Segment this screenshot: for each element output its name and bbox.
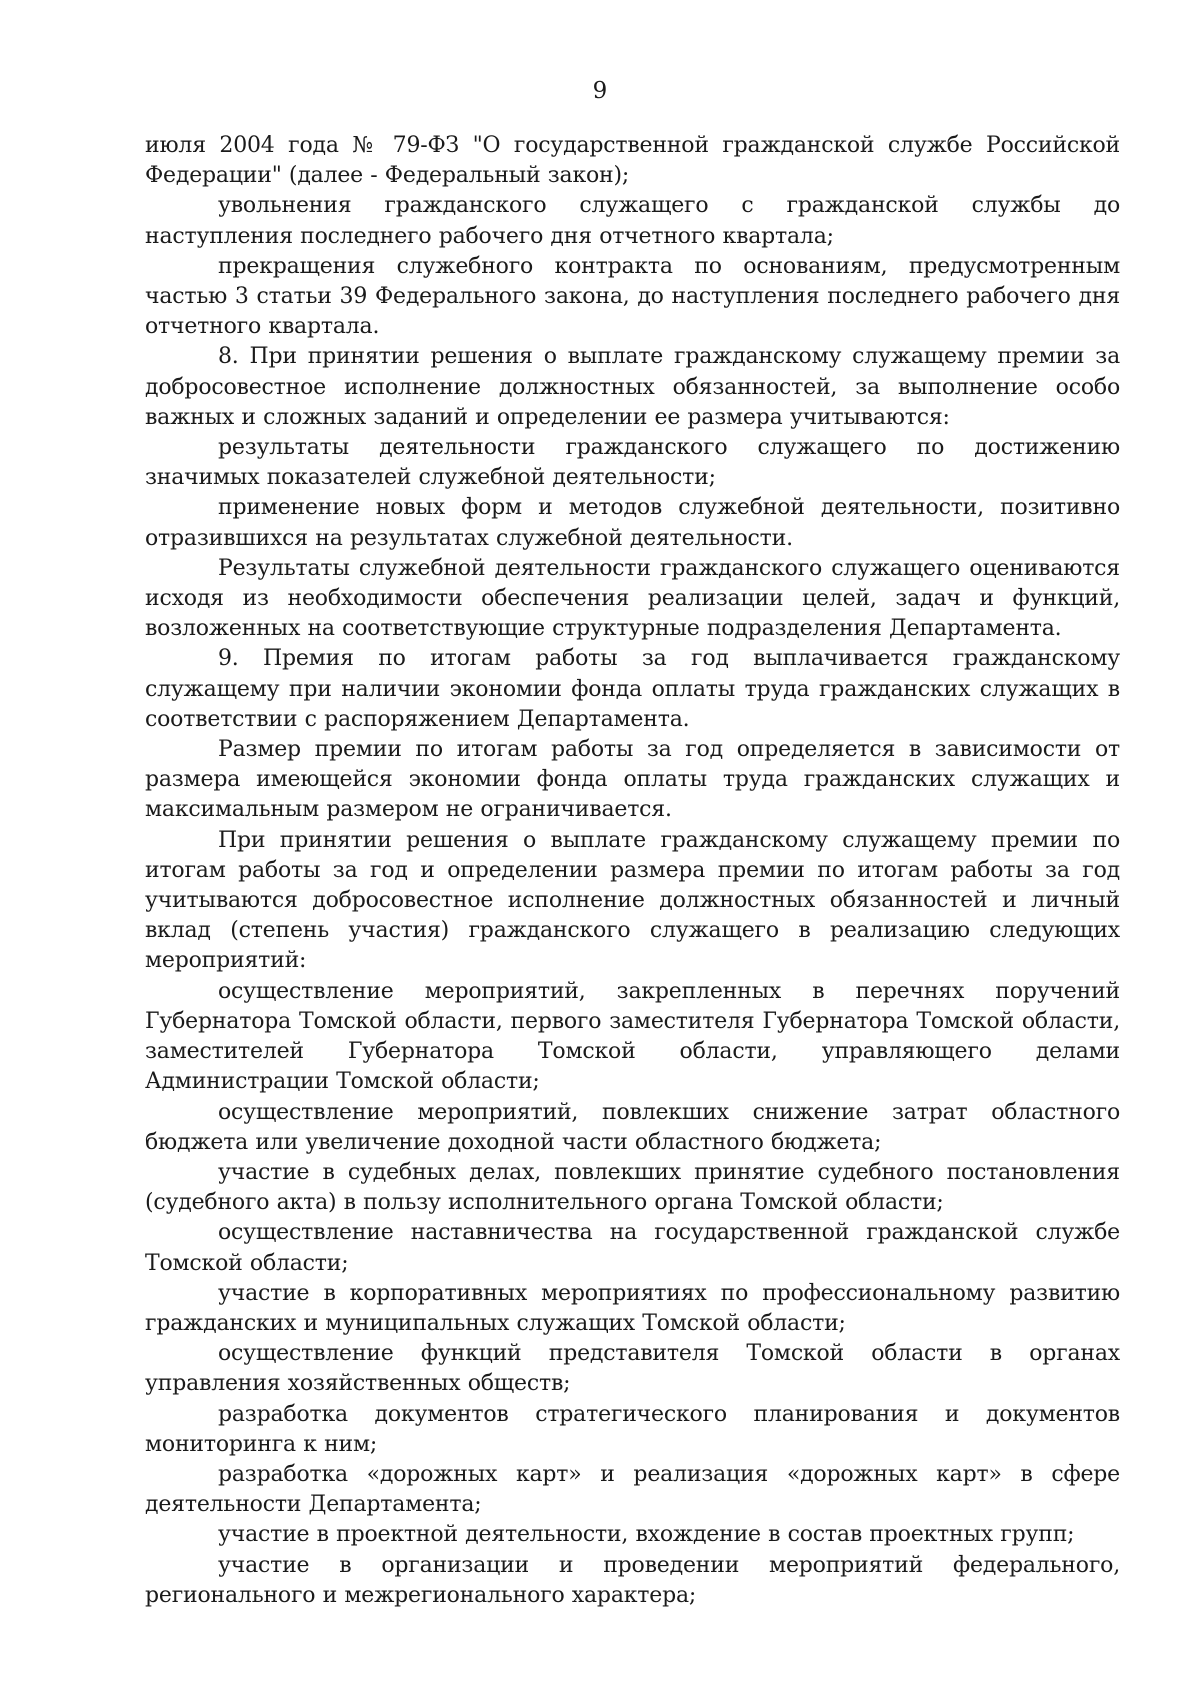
paragraph-4: 8. При принятии решения о выплате гражданскому служащему премии за добросовестное исполнение должностных обязанностей, за выполнение особо важных и сложных заданий и определении ее размера учитываются:	[145, 344, 1120, 430]
paragraph-3: прекращения служебного контракта по основаниям, предусмотренным частью 3 статьи 39 Федерального закона, до наступления последнего рабочего дня отчетного квартала.	[145, 253, 1120, 340]
paragraph-2: увольнения гражданского служащего с гражданской службы до наступления последнего рабочего дня отчетного квартала;	[145, 193, 1120, 249]
paragraph-12: осуществление мероприятий, повлекших снижение затрат областного бюджета или увеличение доходной части областного бюджета;	[145, 1099, 1120, 1155]
paragraph-8: 9. Премия по итогам работы за год выплачивается гражданскому служащему при наличии экономии фонда оплаты труда гражданских служащих в соответствии с распоряжением Департамента.	[145, 646, 1120, 732]
document-body	[145, 131, 1120, 1611]
paragraph-20: участие в организации и проведении мероприятий федерального, регионального и межрегионального характера;	[145, 1552, 1120, 1608]
paragraph-1: июля 2004 года № 79-ФЗ "О государственной гражданской службе Российской Федерации" (далее - Федеральный закон);	[145, 133, 1120, 189]
paragraph-9: Размер премии по итогам работы за год определяется в зависимости от размера имеющейся экономии фонда оплаты труда гражданских служащих и максимальным размером не ограничивается.	[145, 737, 1120, 823]
paragraph-17: разработка документов стратегического планирования и документов мониторинга к ним;	[145, 1401, 1120, 1457]
paragraph-16: осуществление функций представителя Томской области в органах управления хозяйственных обществ;	[145, 1341, 1120, 1397]
paragraph-15: участие в корпоративных мероприятиях по профессиональному развитию гражданских и муниципальных служащих Томской области;	[145, 1280, 1120, 1336]
paragraph-19: участие в проектной деятельности, вхождение в состав проектных групп;	[218, 1522, 1075, 1548]
paragraph-11: осуществление мероприятий, закрепленных в перечнях поручений Губернатора Томской области, первого заместителя Губернатора Томской области, заместителей Губернатора Томской области, управляющего делами Администрации Томской области;	[145, 978, 1120, 1095]
paragraph-18: разработка «дорожных карт» и реализация «дорожных карт» в сфере деятельности Департамента;	[145, 1461, 1120, 1518]
page-number: 9	[592, 78, 608, 104]
paragraph-13: участие в судебных делах, повлекших принятие судебного постановления (судебного акта) в пользу исполнительного органа Томской области;	[145, 1159, 1120, 1216]
paragraph-14: осуществление наставничества на государственной гражданской службе Томской области;	[145, 1220, 1120, 1276]
paragraph-7: Результаты служебной деятельности гражданского служащего оцениваются исходя из необходимости обеспечения реализации целей, задач и функций, возложенных на соответствующие структурные подразделения Департамента.	[145, 555, 1120, 642]
paragraph-6: применение новых форм и методов служебной деятельности, позитивно отразившихся на результатах служебной деятельности.	[145, 495, 1120, 551]
paragraph-10: При принятии решения о выплате гражданскому служащему премии по итогам работы за год и определении размера премии по итогам работы за год учитываются добросовестное исполнение должностных обязанностей и личный вклад (степень участия) гражданского служащего в реализацию следующих мероприятий:	[145, 827, 1120, 974]
paragraph-5: результаты деятельности гражданского служащего по достижению значимых показателей служебной деятельности;	[145, 435, 1120, 491]
